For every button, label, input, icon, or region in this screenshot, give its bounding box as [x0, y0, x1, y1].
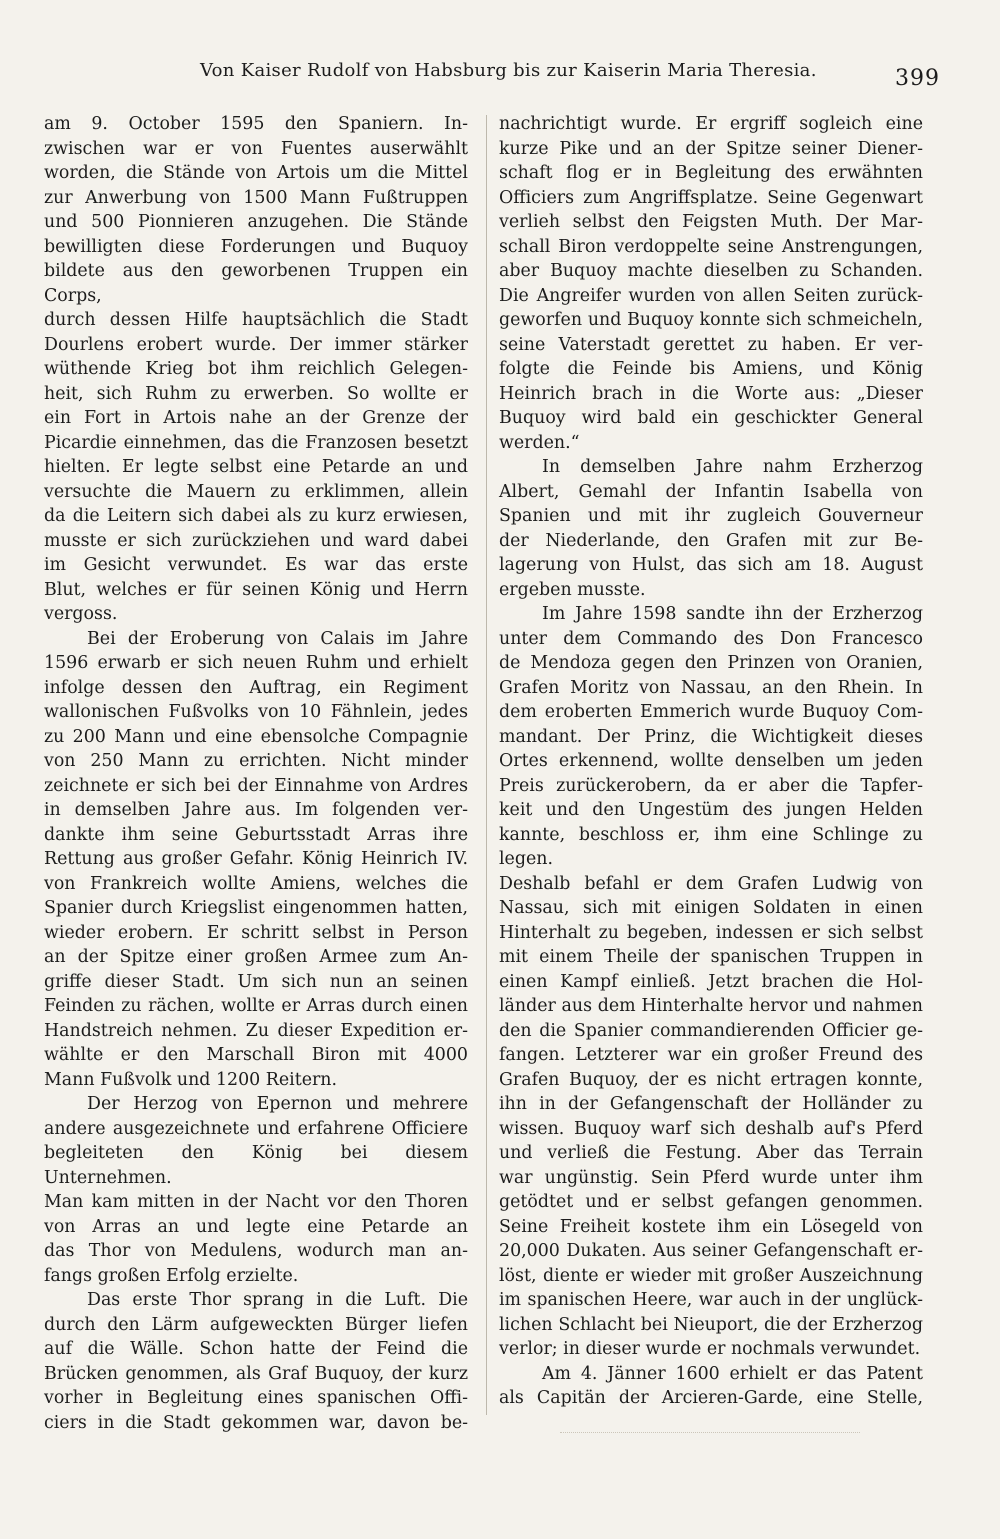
text-line: seine Vaterstadt gerettet zu haben. Er ver-: [499, 334, 923, 355]
text-line: Das erste Thor sprang in die Luft. Die: [87, 1290, 468, 1310]
text-line: ergeben musste.: [499, 579, 646, 600]
text-line: löst, diente er wieder mit großer Auszeichnung: [499, 1265, 923, 1286]
text-line: infolge dessen den Auftrag, ein Regiment: [44, 677, 468, 698]
text-line: schall Biron verdoppelte seine Anstrengungen,: [499, 236, 923, 257]
column-divider: [486, 115, 487, 1415]
text-line: 1596 erwarb er sich neuen Ruhm und erhielt: [44, 653, 468, 673]
text-line: griffe dieser Stadt. Um sich nun an seinen: [44, 971, 468, 992]
text-line: mit einem Theile der spanischen Truppen in: [499, 947, 923, 967]
text-line: hielten. Er legte selbst eine Petarde an und: [44, 457, 468, 477]
text-line: ein Fort in Artois nahe an der Grenze der: [44, 408, 468, 428]
text-line: schaft flog er in Begleitung des erwähnten: [499, 163, 923, 183]
text-line: zeichnete er sich bei der Einnahme von Ardres: [44, 775, 468, 796]
text-line: Heinrich brach in die Worte aus: „Dieser: [499, 383, 923, 404]
text-line: als Capitän der Arcieren-Garde, eine Stelle,: [499, 1388, 923, 1408]
text-line: und verließ die Festung. Aber das Terrain: [499, 1143, 923, 1163]
text-line: versuchte die Mauern zu erklimmen, allein: [44, 481, 468, 502]
left-text-column: [44, 112, 468, 1435]
text-line: keit und den Ungestüm des jungen Helden: [499, 800, 923, 820]
text-line: wählte er den Marschall Biron mit 4000: [44, 1045, 468, 1065]
text-line: lagerung von Hulst, das sich am 18. August: [499, 555, 923, 575]
text-line: länder aus dem Hinterhalte hervor und nahmen: [499, 996, 923, 1016]
text-line: Dourlens erobert wurde. Der immer stärker: [44, 334, 468, 355]
text-line: verlor; in dieser wurde er nochmals verwundet.: [499, 1339, 921, 1359]
text-line: Brücken genommen, als Graf Buquoy, der kurz: [44, 1363, 468, 1384]
text-line: fangen. Letzterer war ein großer Freund des: [499, 1045, 923, 1065]
text-line: der Niederlande, den Grafen mit zur Be-: [499, 530, 923, 551]
text-line: musste er sich zurückziehen und ward dabei: [44, 530, 468, 551]
text-line: getödtet und er selbst gefangen genommen.: [499, 1192, 923, 1212]
text-line: zwischen war er von Fuentes auserwählt: [44, 138, 468, 159]
text-line: Grafen Buquoy, der es nicht ertragen konnte,: [499, 1069, 923, 1090]
text-line: Man kam mitten in der Nacht vor den Thoren: [44, 1192, 468, 1212]
text-line: Handstreich nehmen. Zu dieser Expedition er-: [44, 1020, 468, 1041]
text-line: wüthende Krieg bot ihm reichlich Gelegen-: [44, 359, 468, 379]
text-line: heit, sich Ruhm zu erwerben. So wollte er: [44, 383, 468, 404]
text-line: Picardie einnehmen, das die Franzosen besetzt: [44, 432, 468, 453]
text-line: Grafen Moritz von Nassau, an den Rhein. In: [499, 677, 923, 698]
text-line: Deshalb befahl er dem Grafen Ludwig von: [499, 873, 923, 894]
text-line: dem eroberten Emmerich wurde Buquoy Com-: [499, 702, 923, 722]
text-line: Nassau, sich mit einigen Soldaten in einen: [499, 898, 923, 918]
text-line: folgte die Feinde bis Amiens, und König: [499, 359, 923, 379]
text-line: da die Leitern sich dabei als zu kurz erwiesen,: [44, 506, 468, 526]
text-line: wissen. Buquoy warf sich deshalb auf's Pferd: [499, 1118, 923, 1139]
bleed-through-mark: [560, 1432, 860, 1439]
text-line: war ungünstig. Sein Pferd wurde unter ihm: [499, 1167, 923, 1188]
text-line: Blut, welches er für seinen König und Herrn: [44, 579, 468, 600]
text-line: vergoss.: [44, 604, 118, 624]
text-line: Spanier durch Kriegslist eingenommen hatten,: [44, 898, 468, 918]
text-line: von 250 Mann zu errichten. Nicht minder: [44, 751, 468, 771]
text-line: unter dem Commando des Don Francesco: [499, 628, 923, 649]
text-line: kurze Pike und an der Spitze seiner Diener-: [499, 138, 923, 159]
text-line: verlieh selbst den Feigsten Muth. Der Mar-: [499, 212, 923, 232]
text-line: einen Kampf einließ. Jetzt brachen die Hol-: [499, 971, 923, 992]
text-line: worden, die Stände von Artois um die Mittel: [44, 163, 468, 183]
text-line: bildete aus den geworbenen Truppen ein Corps,: [44, 261, 468, 306]
text-line: Im Jahre 1598 sandte ihn der Erzherzog: [542, 604, 923, 624]
text-line: im Gesicht verwundet. Es war das erste: [44, 555, 468, 575]
text-line: Die Angreifer wurden von allen Seiten zurück-: [499, 285, 923, 306]
text-line: lichen Schlacht bei Nieuport, die der Erzherzog: [499, 1314, 923, 1335]
text-line: In demselben Jahre nahm Erzherzog: [542, 457, 923, 477]
text-line: das Thor von Medulens, wodurch man an-: [44, 1241, 468, 1261]
running-header: [42, 60, 940, 100]
text-line: von Arras an und legte eine Petarde an: [44, 1216, 468, 1237]
text-line: den die Spanier commandierenden Officier ge-: [499, 1020, 923, 1041]
text-line: Hinterhalt zu begeben, indessen er sich selbst: [499, 922, 923, 943]
text-line: vorher in Begleitung eines spanischen Offi-: [44, 1388, 468, 1408]
text-line: Rettung aus großer Gefahr. König Heinrich IV.: [44, 849, 468, 869]
text-line: aber Buquoy machte dieselben zu Schanden.: [499, 261, 923, 281]
text-line: zu 200 Mann und eine ebensolche Compagnie: [44, 726, 468, 747]
text-line: mandant. Der Prinz, die Wichtigkeit dieses: [499, 726, 923, 747]
text-line: 20,000 Dukaten. Aus seiner Gefangenschaft er-: [499, 1241, 923, 1261]
text-line: Buquoy wird bald ein geschickter General: [499, 408, 923, 428]
text-line: in demselben Jahre aus. Im folgenden ver-: [44, 800, 468, 820]
text-line: bewilligten diese Forderungen und Buquoy: [44, 236, 468, 257]
page-number: 399: [895, 66, 940, 91]
text-line: wallonischen Fußvolks von 10 Fähnlein, jedes: [44, 702, 468, 722]
text-line: Officiers zum Angriffsplatze. Seine Gegenwart: [499, 187, 923, 208]
text-line: durch dessen Hilfe hauptsächlich die Stadt: [44, 310, 468, 330]
text-line: auf die Wälle. Schon hatte der Feind die: [44, 1339, 468, 1359]
text-line: fangs großen Erfolg erzielte.: [44, 1265, 299, 1286]
text-line: de Mendoza gegen den Prinzen von Oranien,: [499, 653, 923, 673]
text-line: kannte, beschloss er, ihm eine Schlinge zu legen.: [499, 824, 923, 869]
text-line: ihn in der Gefangenschaft der Holländer zu: [499, 1094, 923, 1114]
text-line: Mann Fußvolk und 1200 Reitern.: [44, 1069, 338, 1090]
text-line: wieder erobern. Er schritt selbst in Person: [44, 922, 468, 943]
text-line: werden.“: [499, 432, 580, 453]
text-line: zur Anwerbung von 1500 Mann Fußtruppen: [44, 187, 468, 208]
text-line: nachrichtigt wurde. Er ergriff sogleich eine: [499, 114, 923, 134]
text-line: andere ausgezeichnete und erfahrene Officiere: [44, 1118, 468, 1139]
text-line: Preis zurückerobern, da er aber die Tapfer-: [499, 775, 923, 796]
text-line: begleiteten den König bei diesem Unternehmen.: [44, 1143, 468, 1188]
text-line: und 500 Pionnieren anzugehen. Die Stände: [44, 212, 468, 232]
text-line: ciers in die Stadt gekommen war, davon be-: [44, 1412, 468, 1433]
text-line: von Frankreich wollte Amiens, welches die: [44, 873, 468, 894]
text-line: Ortes erkennend, wollte denselben um jeden: [499, 751, 923, 771]
text-line: an der Spitze einer großen Armee zum An-: [44, 947, 468, 967]
running-title: Von Kaiser Rudolf von Habsburg bis zur Kaiserin Maria Theresia.: [200, 60, 817, 81]
text-line: Spanien und mit ihr zugleich Gouverneur: [499, 506, 923, 526]
text-line: Albert, Gemahl der Infantin Isabella von: [499, 481, 923, 502]
text-line: Bei der Eroberung von Calais im Jahre: [87, 628, 468, 649]
text-line: dankte ihm seine Geburtsstadt Arras ihre: [44, 824, 468, 845]
text-line: Feinden zu rächen, wollte er Arras durch einen: [44, 996, 468, 1016]
text-line: am 9. October 1595 den Spaniern. In-: [44, 114, 468, 134]
right-text-column: [499, 112, 923, 1411]
text-line: Der Herzog von Epernon und mehrere: [87, 1094, 468, 1114]
text-line: geworfen und Buquoy konnte sich schmeicheln,: [499, 310, 923, 330]
text-line: Seine Freiheit kostete ihm ein Lösegeld von: [499, 1216, 923, 1237]
text-line: im spanischen Heere, war auch in der unglück-: [499, 1290, 923, 1310]
text-line: durch den Lärm aufgeweckten Bürger liefen: [44, 1314, 468, 1335]
text-line: Am 4. Jänner 1600 erhielt er das Patent: [542, 1363, 923, 1384]
